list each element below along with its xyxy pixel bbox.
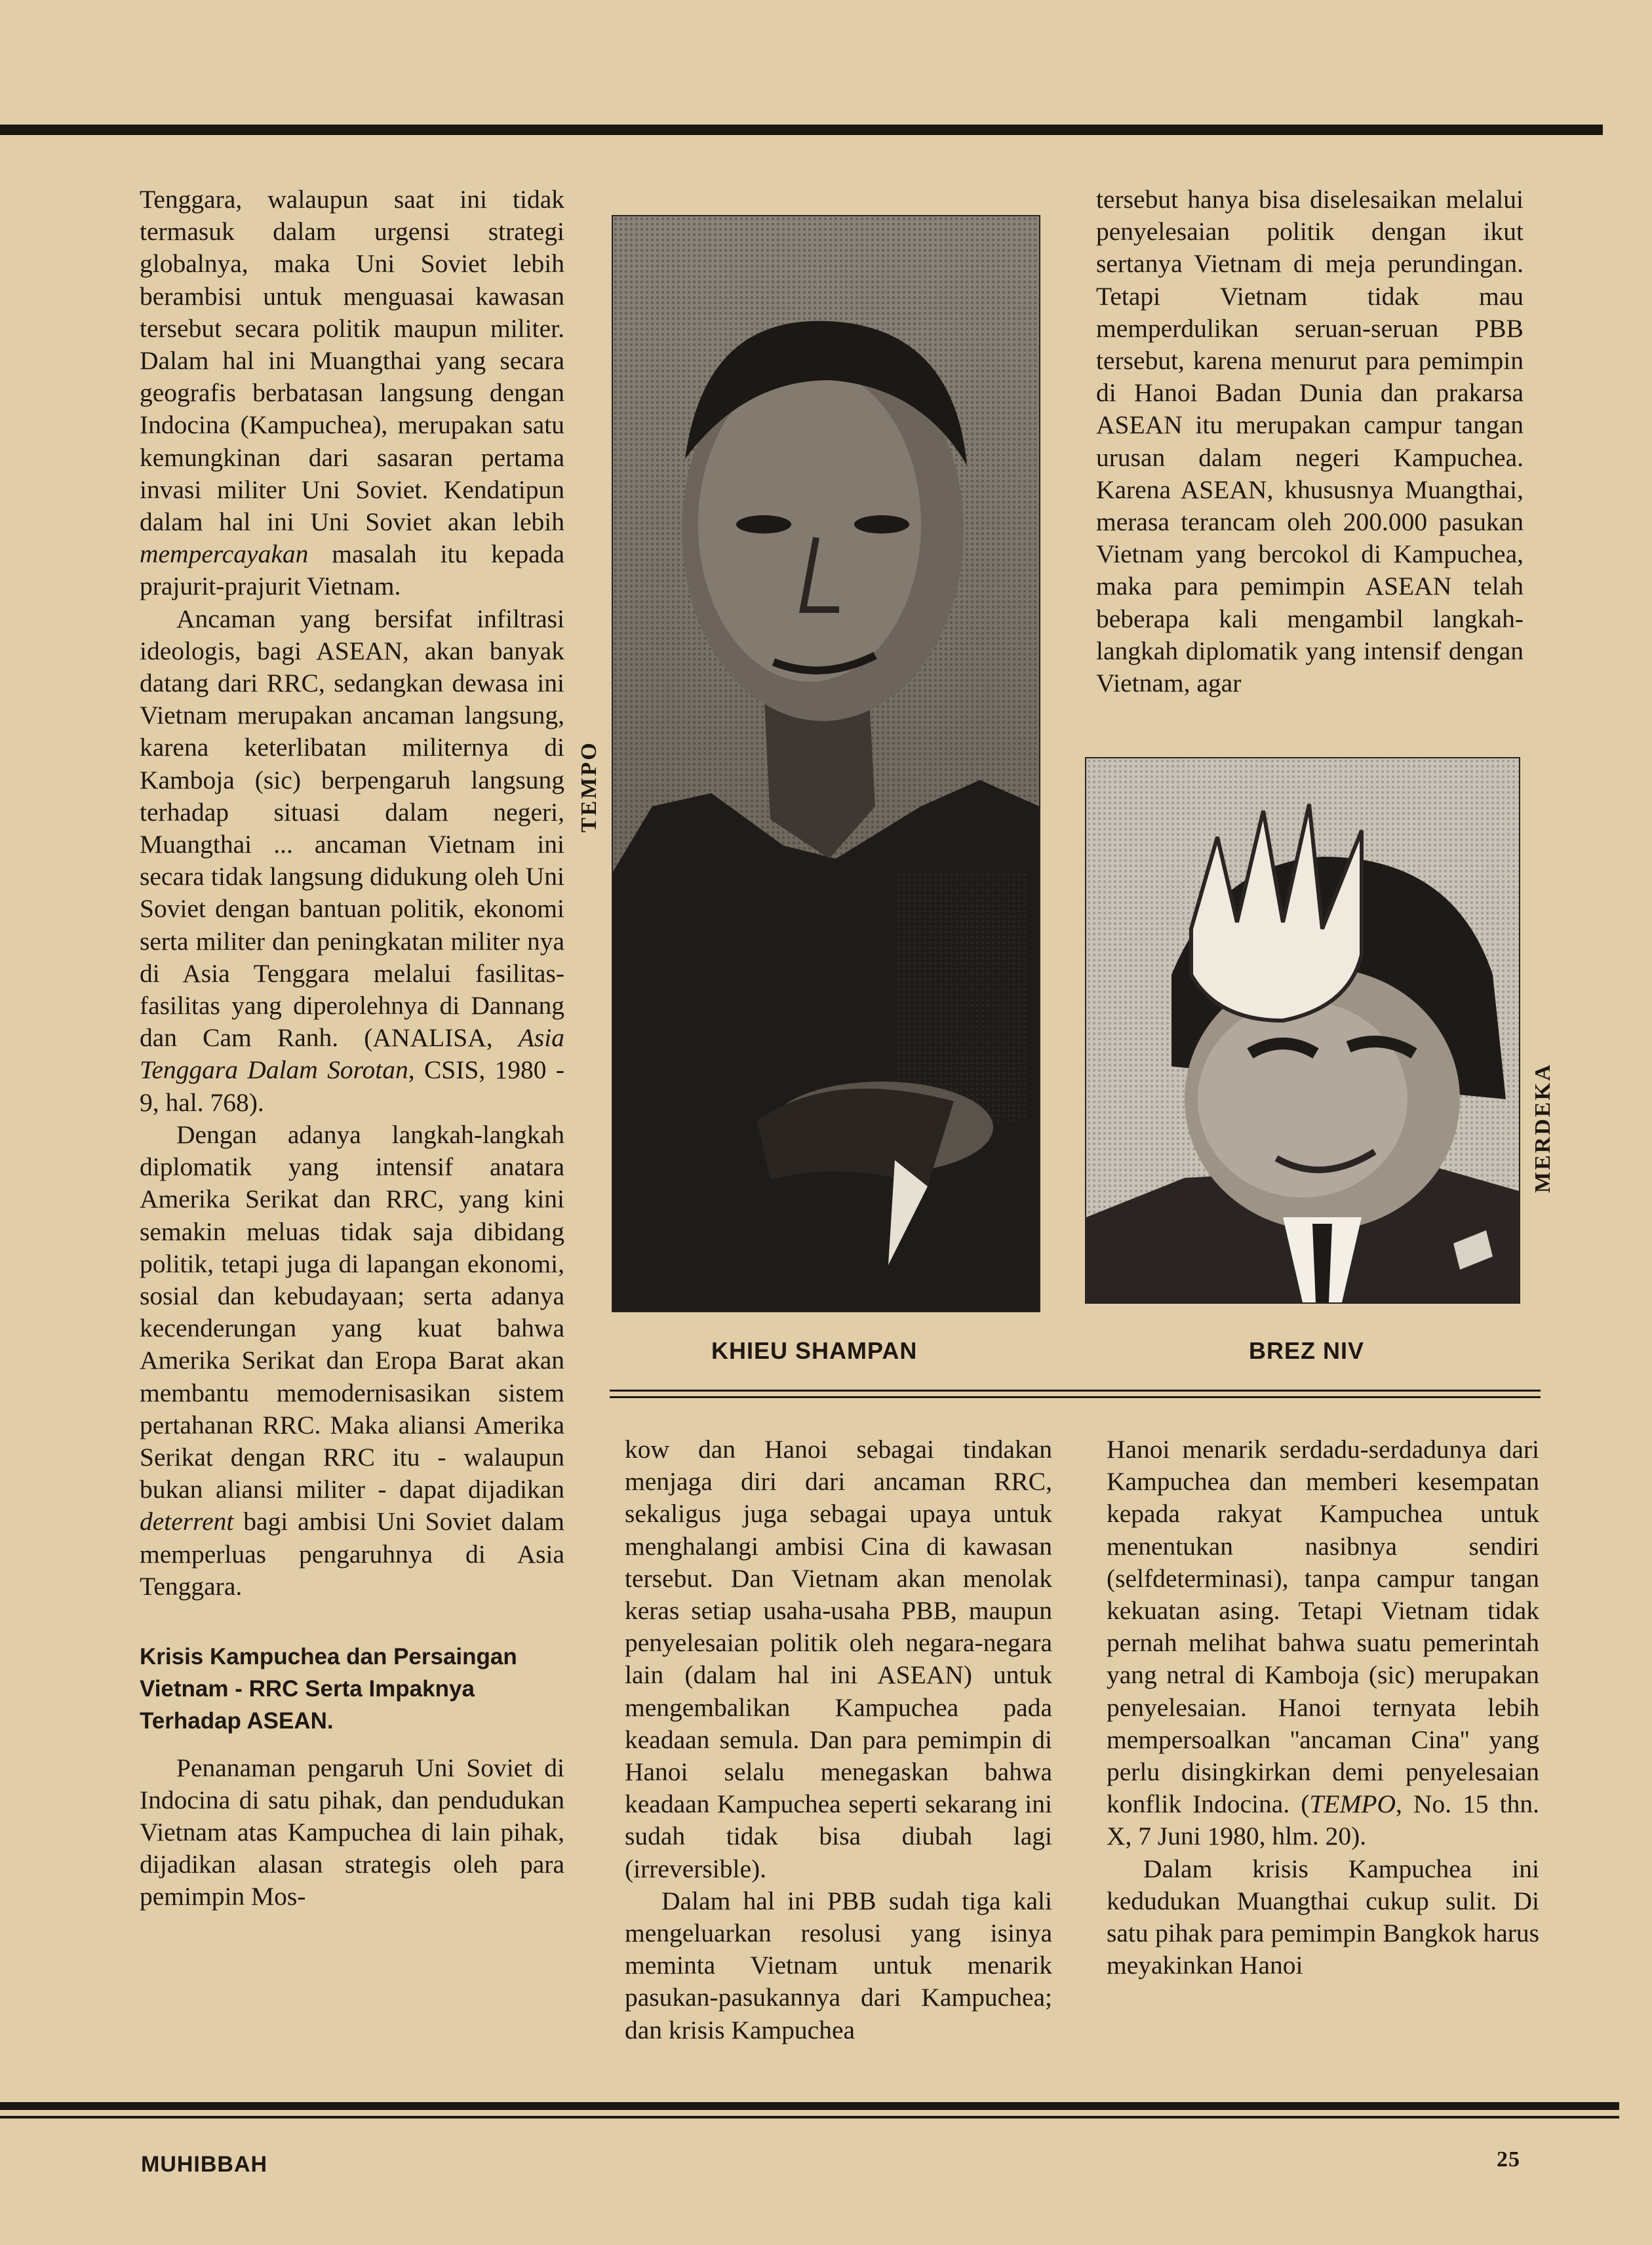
photo-credit-merdeka: MERDEKA — [1531, 1063, 1555, 1193]
mid-rule-bottom — [610, 1396, 1541, 1398]
col3-bottom-paragraph-2: Dalam krisis Kampuchea ini kedudukan Muangthai cukup sulit. Di satu pihak para pemimpin Bangkok harus meyakinkan Hanoi — [1107, 1854, 1539, 1980]
col3-top-paragraph: tersebut hanya bisa diselesaikan melalui penyelesaian politik dengan ikut sertanya Vietnam di meja perundingan. Tetapi Vietnam tidak mau memperdulikan seruan-seruan PBB tersebut, karena menurut para pemimpin di Hanoi Badan Dunia dan prakarsa ASEAN itu merupakan campur tangan urusan dalam negeri Kampuchea. Karena ASEAN, khususnya Muangthai, merasa terancam oleh 200.000 pasukan Vietnam yang bercokol di Kampuchea, maka para pemimpin ASEAN telah beberapa kali mengambil langkah-langkah diplomatik yang intensif dengan Vietnam, agar — [1096, 185, 1524, 698]
col3-p1-end: , No. 15 thn. X, 7 Juni 1980, hlm. 20). — [1107, 1789, 1540, 1851]
section-heading: Krisis Kampuchea dan Persaingan Vietnam - RRC Serta Impaknya Terhadap ASEAN. — [140, 1643, 517, 1734]
col3-bottom-paragraph-1 — [1107, 1434, 1539, 1853]
col1-paragraph-2 — [140, 603, 564, 1119]
column-3-top — [1096, 184, 1524, 699]
bottom-rule-heavy — [0, 2102, 1619, 2110]
column-3-bottom — [1107, 1434, 1539, 1981]
portrait-image-right — [1086, 758, 1519, 1302]
col1-p3-end: bagi ambisi Uni Soviet dalam memperluas pengaruhnya di Asia Tenggara. — [140, 1507, 564, 1601]
photo-credit-tempo: TEMPO — [577, 741, 601, 832]
col1-p1-end: masalah itu kepada prajurit-prajurit Vietnam. — [140, 539, 564, 601]
col1-p1-text: Tenggara, walaupun saat ini tidak termasuk dalam urgensi strategi globalnya, maka Uni Soviet lebih berambisi untuk menguasai kawasan tersebut secara politik maupun militer. Dalam hal ini Muangthai yang secara geografis berbatasan langsung dengan Indocina (Kampuchea), merupakan satu kemungkinan dari sasaran pertama invasi militer Uni Soviet. Kendatipun dalam hal ini Uni Soviet akan lebih — [140, 185, 564, 537]
col1-p2-italic: Asia Tenggara Dalam Sorotan, — [140, 1023, 564, 1085]
col1-paragraph-3 — [140, 1119, 564, 1603]
caption-khieu-shampan: KHIEU SHAMPAN — [711, 1337, 918, 1364]
bottom-rule-thin — [0, 2116, 1619, 2118]
footer-magazine-name: MUHIBBAH — [141, 2152, 268, 2177]
photo-brez-niv — [1085, 757, 1520, 1304]
col1-p2-end: CSIS, 1980 - 9, hal. 768). — [140, 1055, 565, 1117]
top-rule — [0, 125, 1603, 135]
col2-paragraph-1: kow dan Hanoi sebagai tindakan menjaga diri dari ancaman RRC, sekaligus juga sebagai upaya untuk menghalangi ambisi Cina di kawasan tersebut. Dan Vietnam akan menolak keras setiap usaha-usaha PBB, maupun penyelesaian politik oleh negara-negara lain (dalam hal ini ASEAN) untuk mengembalikan Kampuchea pada keadaan semula. Dan para pemimpin di Hanoi selalu menegaskan bahwa keadaan Kampuchea seperti sekarang ini sudah tidak bisa diubah lagi (irreversible). — [625, 1435, 1052, 1883]
mid-rule-top — [610, 1390, 1541, 1392]
col1-p3-italic: deterrent — [140, 1507, 234, 1536]
column-2-bottom — [625, 1434, 1052, 2046]
footer-page-number: 25 — [1497, 2147, 1520, 2172]
photo-khieu-shampan — [612, 215, 1040, 1312]
col1-p1-italic: mempercayakan — [140, 539, 309, 569]
portrait-image-left — [613, 216, 1039, 1311]
col1-paragraph-1 — [140, 184, 564, 603]
col1-paragraph-4: Penanaman pengaruh Uni Soviet di Indocina di satu pihak, dan pendudukan Vietnam atas Kampuchea di lain pihak, dijadikan alasan strategis oleh para pemimpin Mos- — [140, 1753, 564, 1911]
col3-p1-italic: TEMPO — [1309, 1789, 1396, 1819]
caption-brez-niv: BREZ NIV — [1249, 1337, 1365, 1364]
col1-p3-text: Dengan adanya langkah-langkah diplomatik yang intensif anatara Amerika Serikat dan RRC, yang kini semakin meluas tidak saja dibidang politik, tetapi juga di lapangan ekonomi, sosial dan kebudayaan; serta adanya kecenderungan yang kuat bahwa Amerika Serikat dan Eropa Barat akan membantu memodernisasikan sistem pertahanan RRC. Maka aliansi Amerika Serikat dengan RRC itu - walaupun bukan aliansi militer - dapat dijadikan — [140, 1120, 564, 1504]
col3-p1-text: Hanoi menarik serdadu-serdadunya dari Kampuchea dan memberi kesempatan kepada rakyat Kampuchea untuk menentukan nasibnya sendiri (selfdeterminasi), tanpa campur tangan kekuatan asing. Tetapi Vietnam tidak pernah melihat bahwa suatu pemerintah yang netral di Kamboja (sic) merupakan penyelesaian. Hanoi ternyata lebih mempersoalkan ''ancaman Cina'' yang perlu disingkirkan demi penyelesaian konflik Indocina. ( — [1107, 1435, 1539, 1819]
col1-p2-text: Ancaman yang bersifat infiltrasi ideologis, bagi ASEAN, akan banyak datang dari RRC, sedangkan dewasa ini Vietnam merupakan ancaman langsung, karena keterlibatan militernya di Kamboja (sic) berpengaruh langsung terhadap situasi dalam negeri, Muangthai ... ancaman Vietnam ini secara tidak langsung didukung oleh Uni Soviet dengan bantuan politik, ekonomi serta militer dan peningkatan militer nya di Asia Tenggara melalui fasilitas-fasilitas yang diperolehnya di Dannang dan Cam Ranh. (ANALISA, — [140, 604, 564, 1053]
column-1 — [140, 184, 564, 1913]
col2-paragraph-2: Dalam hal ini PBB sudah tiga kali mengeluarkan resolusi yang isinya meminta Vietnam untuk menarik pasukan-pasukannya dari Kampuchea; dan krisis Kampuchea — [625, 1886, 1052, 2044]
